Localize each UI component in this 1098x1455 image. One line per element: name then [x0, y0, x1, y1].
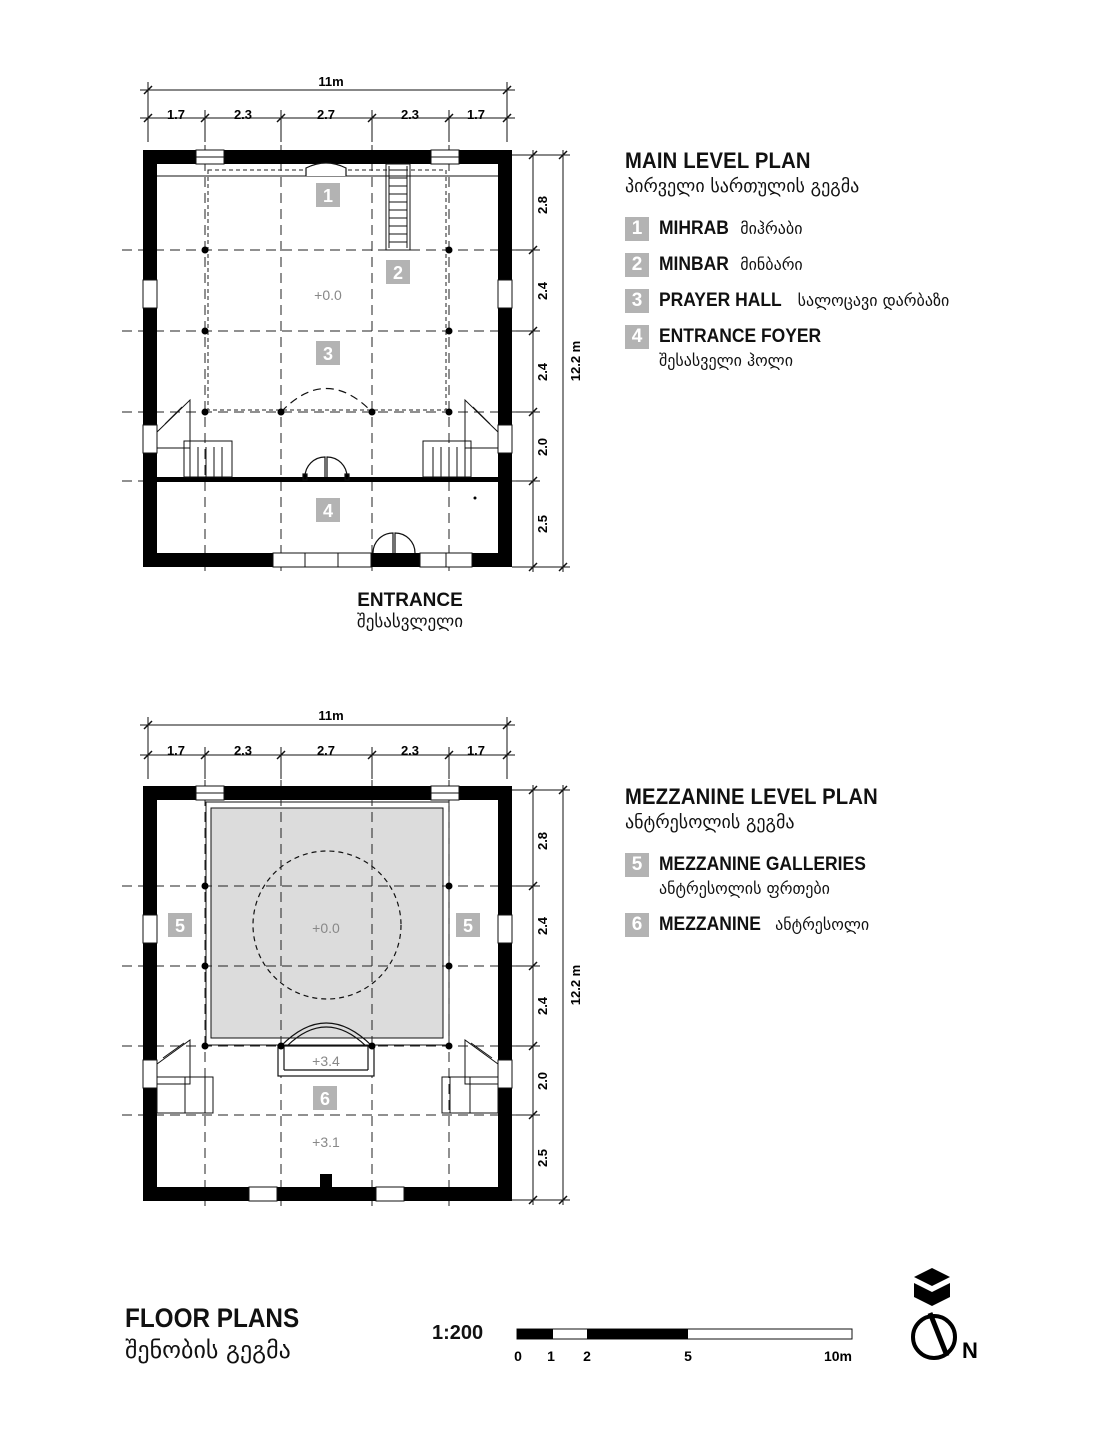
legend-num: 6: [625, 913, 649, 937]
legend-en: MINBAR: [659, 254, 729, 275]
mezz-plan-title: MEZZANINE LEVEL PLAN: [625, 784, 878, 809]
mezz-right-stair: [442, 1040, 498, 1113]
main-width-seg: 1.7: [466, 107, 486, 122]
legend-en: MEZZANINE GALLERIES: [659, 854, 866, 875]
mezz-level: +3.1: [312, 1134, 340, 1150]
legend-item-minbar: [625, 253, 949, 277]
mezz-height-seg: 2.5: [535, 1148, 550, 1168]
mihrab-niche: [306, 163, 346, 176]
main-height-seg: 2.0: [535, 437, 550, 457]
mezz-height-seg: 2.0: [535, 1071, 550, 1091]
floor-plans-title: [125, 1303, 319, 1364]
legend-num: 3: [625, 289, 649, 313]
legend-item-mezzanine: [625, 913, 900, 937]
legend-ka: ანტრესოლის ფრთები: [659, 879, 830, 898]
main-height-seg: 2.4: [535, 281, 550, 301]
room-tag: 5: [174, 916, 186, 936]
legend-en: MIHRAB: [659, 218, 729, 239]
mezz-legend: [625, 784, 900, 937]
main-overall-width: 11m: [318, 74, 344, 89]
main-height-seg: 2.4: [535, 362, 550, 382]
legend-num: 4: [625, 325, 649, 349]
main-plan-title: MAIN LEVEL PLAN: [625, 148, 811, 173]
entrance-label: [300, 590, 520, 632]
main-plan-title-ka: პირველი სართულის გეგმა: [625, 176, 860, 197]
entrance-label-en: ENTRANCE: [357, 590, 463, 611]
mezz-void-level: +0.0: [312, 920, 340, 936]
main-level-label: +0.0: [314, 287, 342, 303]
legend-ka: ანტრესოლი: [775, 915, 870, 934]
legend-item-prayer-hall: [625, 289, 949, 313]
legend-item-entrance-foyer: [625, 325, 949, 373]
north-label: N: [962, 1338, 978, 1363]
main-overall-height: 12.2 m: [568, 340, 583, 382]
main-arch: [281, 389, 372, 413]
scale-tick: 1: [547, 1348, 555, 1364]
mezz-overall-height: 12.2 m: [568, 964, 583, 1006]
mezz-width-seg: 1.7: [166, 743, 186, 758]
mezz-plan-title-ka: ანტრესოლის გეგმა: [625, 812, 795, 833]
mezz-balcony-level: +3.4: [312, 1053, 340, 1069]
room-tag: 3: [322, 344, 334, 364]
entrance-label-ka: შესასვლელი: [356, 612, 464, 632]
footer-title-ka: შენობის გეგმა: [125, 1336, 291, 1364]
room-tag: 6: [319, 1089, 331, 1109]
main-entrance-door: [373, 533, 415, 553]
room-tag: 1: [322, 186, 334, 206]
legend-num: 2: [625, 253, 649, 277]
main-width-seg: 2.7: [316, 107, 336, 122]
legend-num: 1: [625, 217, 649, 241]
scale-tick: 5: [684, 1348, 692, 1364]
legend-ka: სალოცავი დარბაზი: [797, 291, 950, 310]
legend-ka: მინბარი: [740, 255, 803, 274]
legend-en: ENTRANCE FOYER: [659, 326, 822, 347]
legend-item-galleries: [625, 853, 900, 901]
legend-num: 5: [625, 853, 649, 877]
main-level-plan: [122, 74, 583, 575]
mezz-overall-width: 11m: [318, 708, 344, 723]
mezz-width-seg: 2.3: [233, 743, 253, 758]
scale-ratio: 1:200: [432, 1322, 484, 1344]
main-width-seg: 2.3: [400, 107, 420, 122]
north-arrow-icon: [913, 1313, 955, 1358]
main-height-seg: 2.8: [535, 195, 550, 215]
mezz-left-stair: [157, 1040, 213, 1113]
minbar-stairs: [386, 164, 410, 250]
mezz-width-seg: 1.7: [466, 743, 486, 758]
legend-en: MEZZANINE: [659, 914, 761, 935]
legend-item-mihrab: [625, 217, 949, 241]
scale-tick: 10m: [823, 1348, 853, 1364]
main-width-seg: 1.7: [166, 107, 186, 122]
main-legend: [625, 148, 949, 373]
mezz-height-seg: 2.8: [535, 831, 550, 851]
legend-en: PRAYER HALL: [659, 290, 782, 311]
kaaba-icon: [914, 1268, 950, 1306]
room-tag: 5: [462, 916, 474, 936]
scale-tick: 0: [514, 1348, 522, 1364]
scale-tick: 2: [583, 1348, 591, 1364]
room-tag: 2: [392, 263, 404, 283]
mezzanine-level-plan: [122, 708, 583, 1210]
mezz-width-seg: 2.3: [400, 743, 420, 758]
legend-ka: შესასველი ჰოლი: [659, 351, 793, 370]
legend-ka: მიჰრაბი: [740, 219, 803, 238]
main-height-seg: 2.5: [535, 514, 550, 534]
mezz-height-seg: 2.4: [535, 916, 550, 936]
mezz-width-seg: 2.7: [316, 743, 336, 758]
main-width-seg: 2.3: [233, 107, 253, 122]
main-inner-door: [303, 457, 349, 480]
scale-bar: [514, 1329, 852, 1364]
footer-title-en: FLOOR PLANS: [125, 1303, 300, 1333]
mezz-height-seg: 2.4: [535, 996, 550, 1016]
room-tag: 4: [322, 501, 334, 521]
